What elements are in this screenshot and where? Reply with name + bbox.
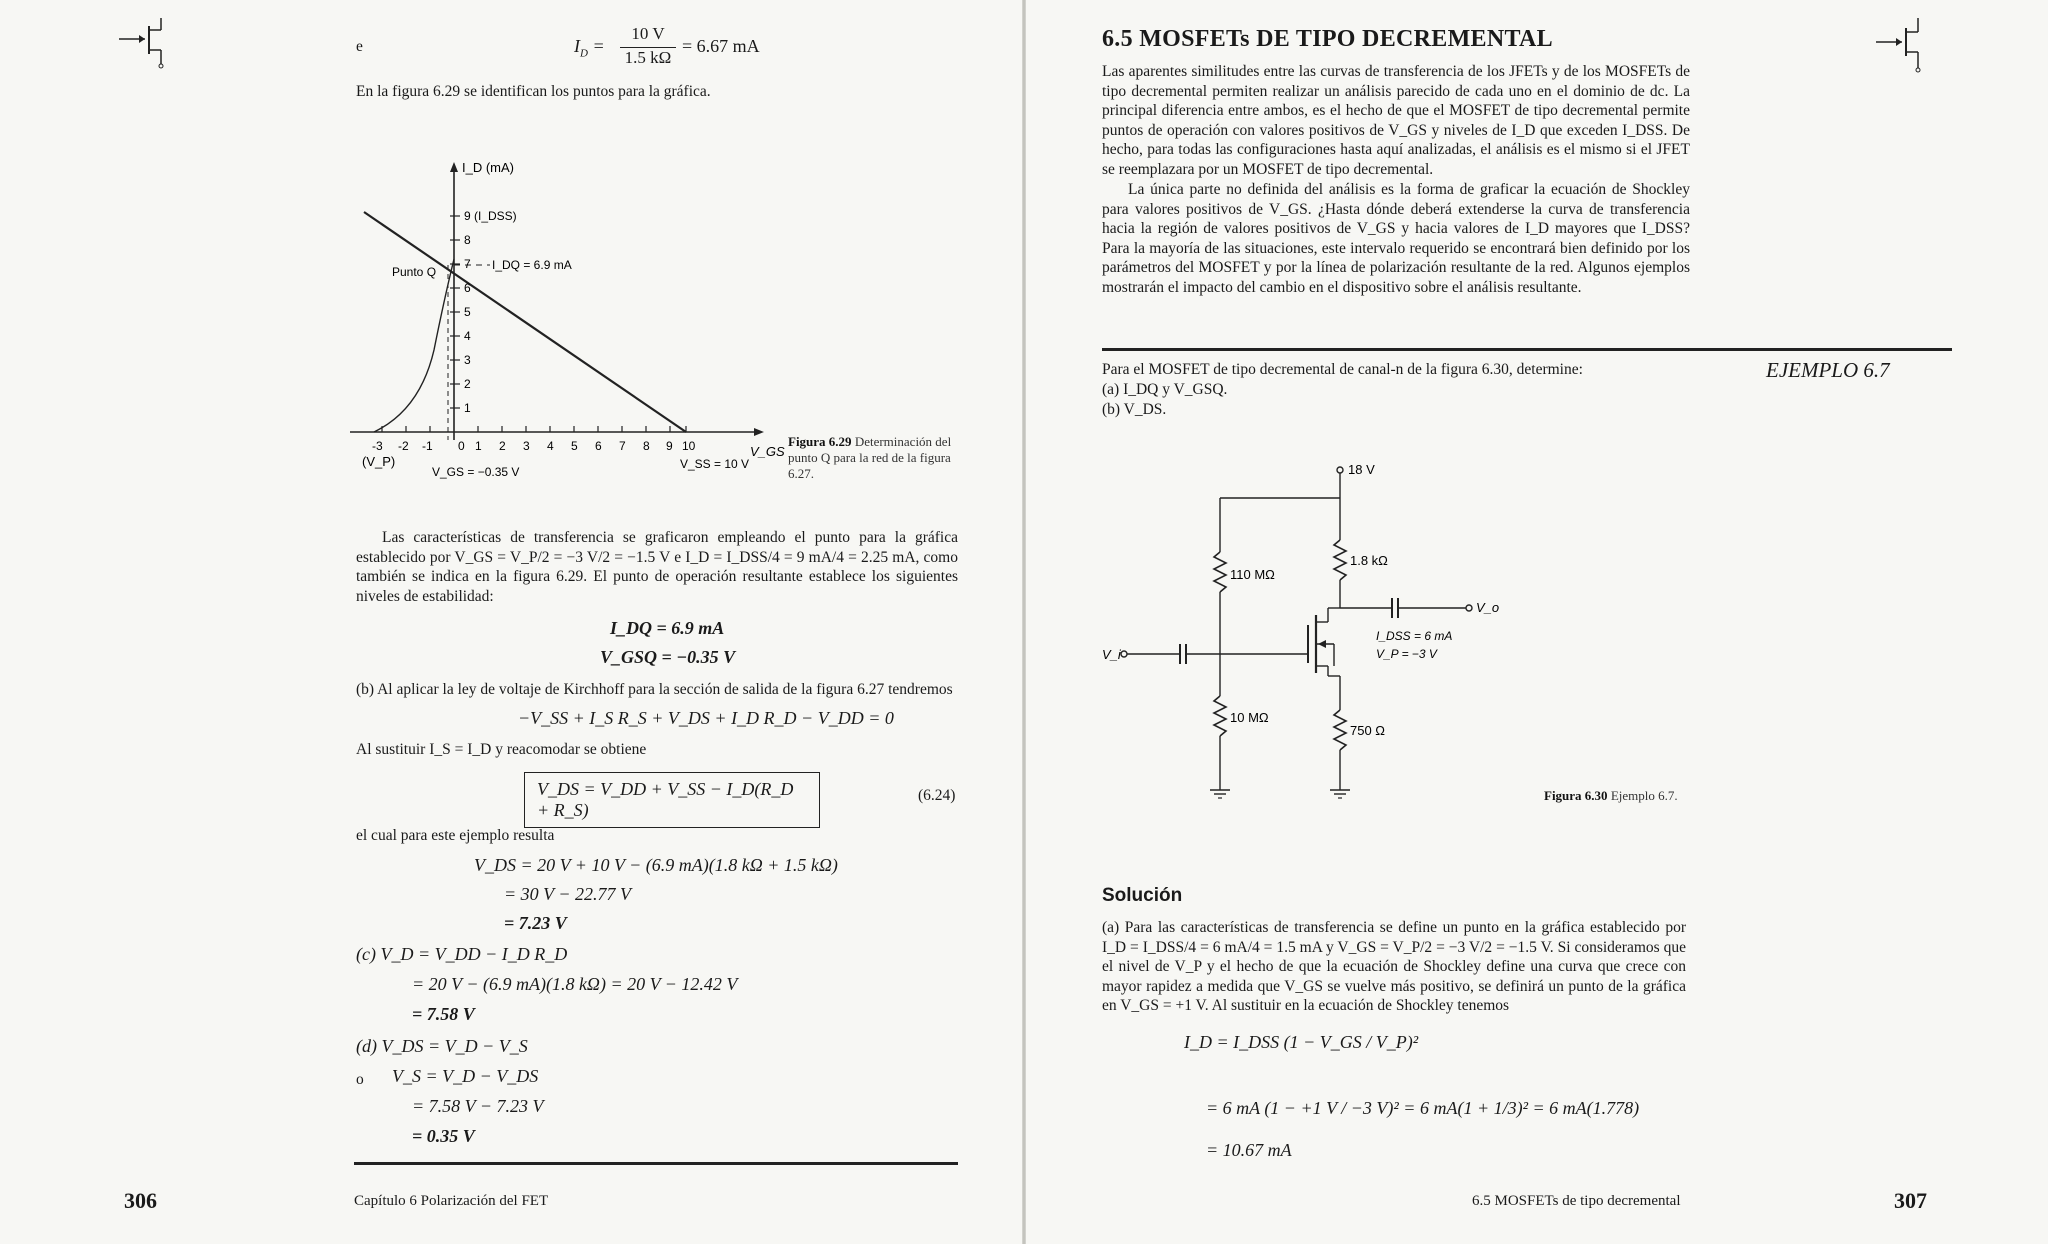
vds-line-2: = 30 V − 22.77 V	[504, 884, 631, 904]
x-tick: 3	[523, 439, 530, 453]
rs-label: 750 Ω	[1350, 723, 1386, 738]
figure-6-30-circuit	[1100, 450, 1520, 810]
top-equation: $I_D$ = 10 V 1.5 kΩ = 6.67 mA	[574, 24, 760, 67]
ground-icon	[1210, 790, 1230, 798]
punto-q-label: Punto Q	[392, 265, 437, 279]
figure-6-29-caption	[788, 434, 958, 482]
x-tick: 8	[643, 439, 650, 453]
figure-6-30-caption	[1544, 788, 1678, 804]
r2-label: 10 MΩ	[1230, 710, 1269, 725]
y-tick: 6	[464, 281, 471, 295]
vgsq-result: V_GSQ = −0.35 V	[600, 647, 736, 667]
vp-circuit-label: V_P = −3 V	[1376, 647, 1437, 661]
example-part-a: (a) I_DQ y V_GSQ.	[1102, 381, 1228, 398]
page-number-left: 306	[124, 1188, 157, 1213]
example-intro: Para el MOSFET de tipo decremental de canal-n de la figura 6.30, determine:	[1102, 361, 1583, 378]
part-d-line-3: = 7.58 V − 7.23 V	[412, 1096, 544, 1116]
shockley-line-3: = 10.67 mA	[1206, 1140, 1292, 1160]
y-tick: 4	[464, 329, 471, 343]
substitution-text: Al sustituir I_S = I_D y reacomodar se obtiene	[356, 741, 647, 758]
example-label: EJEMPLO 6.7	[1766, 358, 1890, 382]
x-tick: 0	[458, 439, 465, 453]
vdd-label: 18 V	[1348, 462, 1375, 477]
paragraph-mosfet-1: Las aparentes similitudes entre las curvas de transferencia de los JFETs y de los MOSFETs de tipo decremental permiten realizar un análisis parecido de cada uno en el dominio de dc. La principal diferencia entre ambos, es el hecho de que el MOSFET de tipo decremental permite puntos de operación con valores positivos de V_GS y niveles de I_D que exceden I_DSS. De hecho, para todas las configuraciones hasta aquí analizadas, el análisis es el mismo si el JFET se reemplazara por un MOSFET de tipo decremental.	[1102, 63, 1690, 178]
top-e: e	[356, 38, 363, 55]
x-tick: 6	[595, 439, 602, 453]
r1-resistor	[1214, 552, 1226, 592]
r1-label: 110 MΩ	[1230, 567, 1275, 582]
paragraph-characteristics: Las características de transferencia se graficaron empleando el punto para la gráfica establecido por V_GS = V_P/2 = −3 V/2 = −1.5 V e I_D = I_DSS/4 = 9 mA/4 = 2.25 mA, como también se indica en la figura 6.29. El punto de operación resultante establece los siguientes niveles de estabilidad:	[356, 529, 958, 605]
y-tick: 1	[464, 401, 471, 415]
mosfet-corner-icon	[115, 14, 175, 70]
rd-resistor	[1334, 540, 1346, 580]
rd-label: 1.8 kΩ	[1350, 553, 1388, 568]
section-title: 6.5 MOSFETs DE TIPO DECREMENTAL	[1102, 26, 1553, 52]
y-axis-label: I_D (mA)	[462, 160, 514, 175]
x-tick: 1	[475, 439, 482, 453]
part-d-line-4: = 0.35 V	[412, 1126, 475, 1146]
part-c-line-1: (c) V_D = V_DD − I_D R_D	[356, 944, 568, 964]
example-rule	[1102, 348, 1952, 351]
x-tick: 5	[571, 439, 578, 453]
shockley-line-2: = 6 mA (1 − +1 V / −3 V)² = 6 mA(1 + 1/3)² = 6 mA(1.778)	[1206, 1098, 1640, 1118]
footer-left: Capítulo 6 Polarización del FET	[354, 1193, 549, 1209]
vo-label: V_o	[1476, 600, 1500, 615]
shockley-line-1: I_D = I_DSS (1 − V_GS / V_P)²	[1184, 1032, 1419, 1052]
idss-label: I_DSS = 6 mA	[1376, 629, 1453, 643]
part-c-line-2: = 20 V − (6.9 mA)(1.8 kΩ) = 20 V − 12.42 V	[412, 974, 738, 994]
bottom-rule	[354, 1162, 958, 1165]
y-tick: 5	[464, 305, 471, 319]
solution-heading: Solución	[1102, 885, 1183, 906]
vgsq-label: V_GS = −0.35 V	[432, 465, 520, 479]
left-page	[0, 0, 1022, 1244]
vds-line-3: = 7.23 V	[504, 913, 567, 933]
x-tick: 10	[682, 439, 696, 453]
r2-resistor	[1214, 696, 1226, 736]
intro-text: En la figura 6.29 se identifican los puntos para la gráfica.	[356, 83, 711, 100]
vi-label: V_i	[1102, 647, 1121, 662]
part-b-text: (b) Al aplicar la ley de voltaje de Kirchhoff para la sección de salida de la figura 6.27 tendremos	[356, 681, 953, 698]
x-tick: -3	[372, 439, 383, 453]
result-intro: el cual para este ejemplo resulta	[356, 827, 555, 844]
vds-line-1: V_DS = 20 V + 10 V − (6.9 mA)(1.8 kΩ + 1.5 kΩ)	[474, 855, 838, 875]
y-tick: 7	[464, 257, 471, 271]
y-tick: 9 (I_DSS)	[464, 209, 517, 223]
equation-number: (6.24)	[918, 787, 956, 804]
idq-graph-label: I_DQ = 6.9 mA	[492, 258, 572, 272]
x-tick: -1	[422, 439, 433, 453]
transfer-curve	[374, 259, 454, 432]
x-tick: 2	[499, 439, 506, 453]
example-part-b: (b) V_DS.	[1102, 401, 1167, 418]
part-d-o: o	[356, 1071, 364, 1088]
x-tick: 4	[547, 439, 554, 453]
x-tick: 7	[619, 439, 626, 453]
vp-label: (V_P)	[362, 454, 396, 469]
figure-6-29-text: Determinación del punto Q para la red de la figura 6.27.	[788, 434, 952, 481]
kvl-equation: −V_SS + I_S R_S + V_DS + I_D R_D − V_DD = 0	[518, 708, 894, 728]
solution-part-a: (a) Para las características de transferencia se define un punto en la gráfica establecido por I_D = I_DSS/4 = 6 mA/4 = 1.5 mA y V_GS = V_P/2 = −3 V/2 = −1.5 V. Si consideramos que el nivel de V_P y el hecho de que la ecuación de Shockley define una curva que crece con mayor rapidez a medida que V_GS se vuelve más positivo, se definirá un punto de la gráfica en V_GS = +1 V. Al sustituir en la ecuación de Shockley tenemos	[1102, 919, 1686, 1014]
figure-6-29-graph	[350, 150, 785, 490]
rs-resistor	[1334, 710, 1346, 750]
part-c-line-3: = 7.58 V	[412, 1004, 475, 1024]
y-tick: 8	[464, 233, 471, 247]
figure-6-30-text: Ejemplo 6.7.	[1610, 788, 1678, 803]
idq-result: I_DQ = 6.9 mA	[610, 618, 725, 638]
vgs-axis-label: V_GS	[750, 444, 785, 459]
figure-6-29-number: Figura 6.29	[788, 434, 852, 449]
ground-icon	[1330, 790, 1350, 798]
page-number-right: 307	[1894, 1188, 1927, 1213]
x-tick: 9	[666, 439, 673, 453]
x-tick: -2	[398, 439, 409, 453]
vss-label: V_SS = 10 V	[680, 457, 750, 471]
part-d-line-2: V_S = V_D − V_DS	[392, 1066, 539, 1086]
y-tick: 2	[464, 377, 471, 391]
boxed-equation-6-24: V_DS = V_DD + V_SS − I_D(R_D + R_S)	[524, 772, 820, 828]
y-tick: 3	[464, 353, 471, 367]
mosfet-corner-icon	[1872, 14, 1932, 74]
figure-6-30-number: Figura 6.30	[1544, 788, 1608, 803]
paragraph-mosfet-2: La única parte no definida del análisis es la forma de graficar la ecuación de Shockley para valores positivos de V_GS. ¿Hasta dónde deberá extenderse la curva de transferencia hacia la región de valores positivos de V_GS y hacia valores de I_D mayores que I_DSS? Para la mayoría de las situaciones, este intervalo requerido se encontrará bien definido por los parámetros del MOSFET y por la línea de polarización resultante de la red. Algunos ejemplos mostrarán el impacto del cambio en el dispositivo sobre el análisis resultante.	[1102, 181, 1690, 296]
footer-right: 6.5 MOSFETs de tipo decremental	[1472, 1193, 1681, 1209]
right-page	[1026, 0, 2048, 1244]
part-d-line-1: (d) V_DS = V_D − V_S	[356, 1036, 528, 1056]
